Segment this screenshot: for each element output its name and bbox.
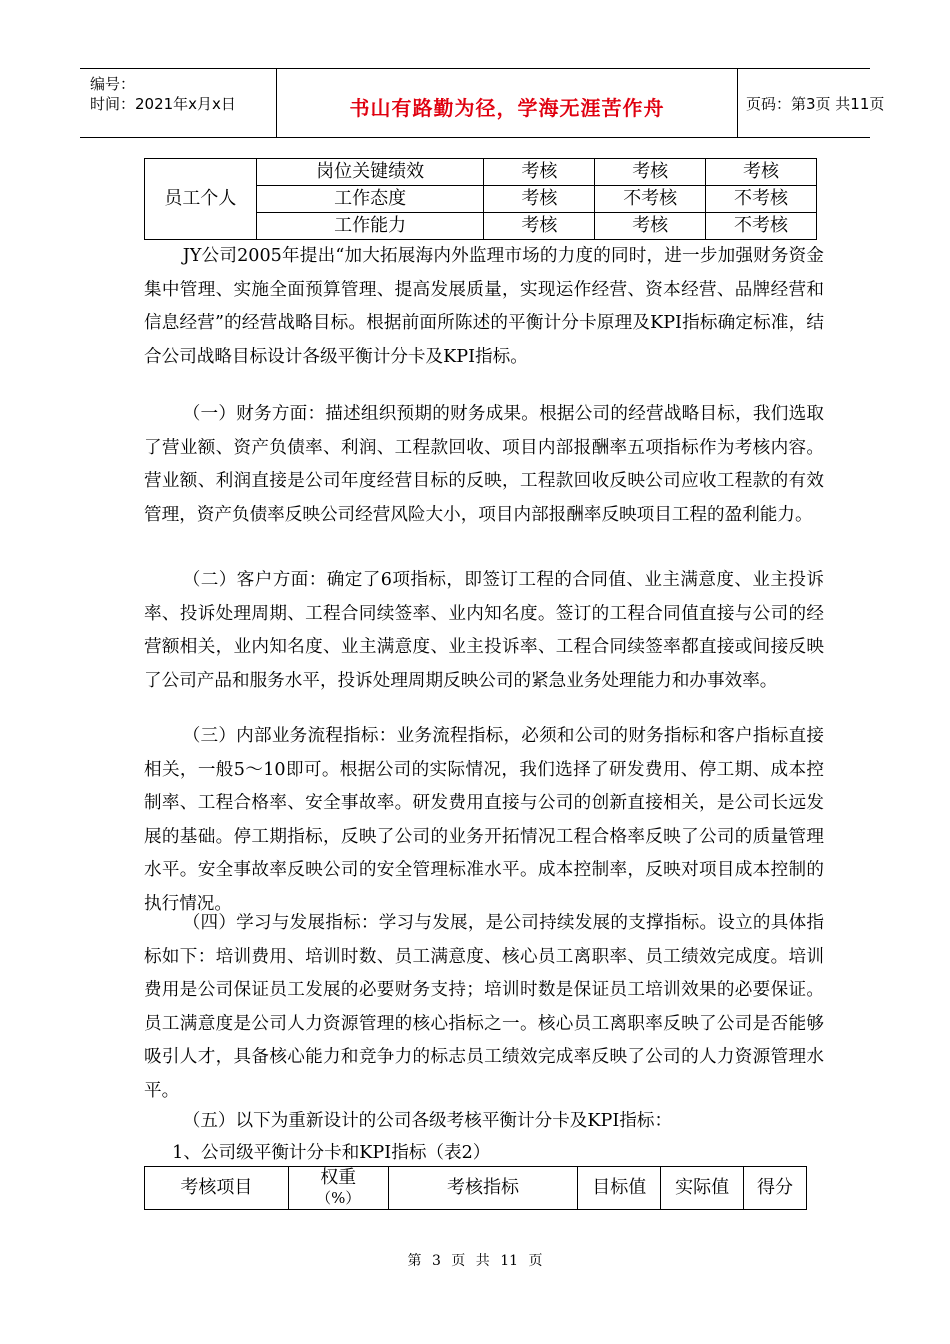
header-cell: 得分 (744, 1167, 807, 1210)
header-motto-cell (277, 69, 738, 137)
group-label-cell: 员工个人 (145, 159, 257, 240)
weight-label: 权重 (320, 1167, 357, 1188)
weight-unit: （%） (316, 1189, 361, 1207)
paragraph-customer: （二）客户方面：确定了6项指标，即签订工程的合同值、业主满意度、业主投诉率、投诉处理周期、工程合同续签率、业内知名度。签订的工程合同值直接与公司的经营额相关，业内知名度、业主满意度、业主投诉率、工程合同续签率都直接或间接反映了公司产品和服务水平，投诉处理周期反映公司的紧急业务处理能力和办事效率。 (144, 570, 824, 691)
paragraph-five: （五）以下为重新设计的公司各级考核平衡计分卡及KPI指标： (182, 1111, 673, 1131)
paragraph-process: （三）内部业务流程指标：业务流程指标，必须和公司的财务指标和客户指标直接相关，一般5～10即可。根据公司的实际情况，我们选择了研发费用、停工期、成本控制率、工程合格率、安全事故率。研发费用直接与公司的创新直接相关，是公司长远发展的基础。停工期指标，反映了公司的业务开拓情况工程合格率反映了公司的质量管理水平。安全事故率反映公司的安全管理标准水平。成本控制率，反映对项目成本控制的执行情况。 (144, 726, 824, 914)
table-cell: 考核 (595, 159, 706, 186)
table-cell: 工作能力 (256, 213, 484, 240)
header-info-cell (80, 69, 277, 137)
header-cell-weight (288, 1167, 388, 1210)
table-cell: 岗位关键绩效 (256, 159, 484, 186)
table-cell: 考核 (484, 213, 595, 240)
paragraph-finance: （一）财务方面：描述组织预期的财务成果。根据公司的经营战略目标，我们选取了营业额、资产负债率、利润、工程款回收、项目内部报酬率五项指标作为考核内容。营业额、利润直接是公司年度经营目标的反映，工程款回收反映公司应收工程款的有效管理，资产负债率反映公司经营风险大小，项目内部报酬率反映项目工程的盈利能力。 (144, 404, 824, 525)
assessment-table (144, 158, 817, 240)
header-cell: 考核指标 (388, 1167, 578, 1210)
header-page-cell (738, 69, 885, 137)
table-cell: 考核 (595, 213, 706, 240)
table-cell: 不考核 (595, 186, 706, 213)
table-cell: 不考核 (706, 186, 817, 213)
table-row (145, 159, 817, 186)
paragraph-intro: JY公司2005年提出“加大拓展海内外监理市场的力度的同时，进一步加强财务资金集中管理、实施全面预算管理、提高发展质量，实现运作经营、资本经营、品牌经营和信息经营”的经营战略目标。根据前面所陈述的平衡计分卡原理及KPI指标确定标准，结合公司战略目标设计各级平衡计分卡及KPI指标。 (144, 246, 824, 367)
header-cell: 实际值 (661, 1167, 744, 1210)
number-label: 编号： (90, 75, 136, 93)
table-cell: 考核 (706, 159, 817, 186)
header-cell: 考核项目 (145, 1167, 289, 1210)
time-label: 时间：2021年x月x日 (90, 95, 236, 113)
table-cell: 不考核 (706, 213, 817, 240)
header-cell: 目标值 (578, 1167, 661, 1210)
table-cell: 考核 (484, 186, 595, 213)
motto: 书山有路勤为径，学海无涯苦作舟 (349, 96, 665, 120)
page-footer: 第 3 页 共 11 页 (407, 1253, 543, 1269)
page-header (80, 68, 885, 138)
table2-caption: 1、公司级平衡计分卡和KPI指标（表2） (172, 1143, 491, 1163)
paragraph-learning: （四）学习与发展指标：学习与发展，是公司持续发展的支撑指标。设立的具体指标如下：培训费用、培训时数、员工满意度、核心员工离职率、员工绩效完成度。培训费用是公司保证员工发展的必要财务支持；培训时数是保证员工培训效果的必要保证。员工满意度是公司人力资源管理的核心指标之一。核心员工离职率反映了公司是否能够吸引人才，具备核心能力和竞争力的标志员工绩效完成率反映了公司的人力资源管理水平。 (144, 913, 824, 1101)
kpi-table (144, 1166, 807, 1210)
table-cell: 考核 (484, 159, 595, 186)
page-label: 页码：第3页 共11页 (746, 95, 885, 113)
table-cell: 工作态度 (256, 186, 484, 213)
table-header-row (145, 1167, 807, 1210)
